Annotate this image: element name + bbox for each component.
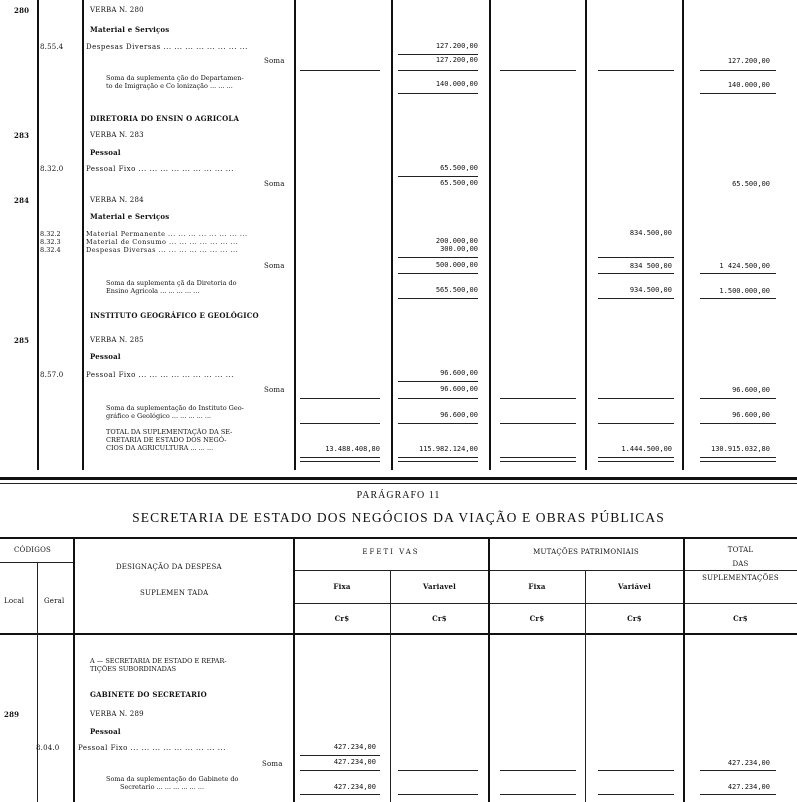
sum-rule <box>300 70 380 71</box>
item-code: 8.32.3 <box>40 238 61 246</box>
header-codigos: CÓDIGOS <box>14 546 51 554</box>
item-code: 8.32.2 <box>40 230 61 238</box>
total-value: 1 424.500,00 <box>719 262 770 270</box>
header-fixa: Fixa <box>333 582 351 591</box>
col-rule <box>73 537 75 802</box>
total-value: 65.500,00 <box>732 180 770 188</box>
sum-rule <box>598 423 674 424</box>
header-rule <box>293 603 797 604</box>
header-total: TOTAL <box>727 546 754 554</box>
verba-title: VERBA N. 289 <box>90 710 144 718</box>
verba-code: 289 <box>4 710 20 719</box>
header-variavel: Variável <box>618 582 651 591</box>
item-code: 8.57.0 <box>40 371 64 379</box>
item-code: 8.04.0 <box>36 744 60 752</box>
sum-rule <box>700 794 776 795</box>
total-value: 140.000,00 <box>727 81 770 89</box>
total-value: 427.234,00 <box>727 759 770 767</box>
sum-rule <box>398 398 478 399</box>
sum-rule <box>398 70 478 71</box>
sum-rule <box>398 93 478 94</box>
efet-fixa-value: 300.00,00 <box>440 245 478 253</box>
efet-var-total: 115.982.124,00 <box>418 445 478 453</box>
verba-subtitle: Material e Serviços <box>90 25 170 34</box>
total-value: 127.200,00 <box>727 57 770 65</box>
sum-rule <box>398 794 478 795</box>
efet-fixa-value: 427.234,00 <box>333 743 376 751</box>
sum-rule <box>700 423 776 424</box>
sup-label: gráfico e Geológico ... ... ... ... ... <box>106 412 212 420</box>
efet-fixa-value: 427.234,00 <box>333 783 376 791</box>
header-variavel: Variavel <box>423 582 456 591</box>
sup-label: to de Imigração e Co lonização ... ... ... <box>106 82 233 90</box>
verba-code: 283 <box>14 131 30 140</box>
total-value: 1.500.000,00 <box>719 287 770 295</box>
sum-rule <box>700 770 776 771</box>
col-rule <box>390 570 391 802</box>
efet-fixa-value: 127.200,00 <box>435 56 478 64</box>
grand-total: 130.915.032,80 <box>710 445 770 453</box>
sum-rule <box>300 755 380 756</box>
verba-subtitle: Pessoal <box>90 727 121 736</box>
sum-rule <box>700 93 776 94</box>
sum-rule <box>398 457 478 458</box>
sup-label: Soma da suplementação do Gabinete do <box>106 775 239 783</box>
header-currency: Cr$ <box>627 614 642 623</box>
item-label: Despesas Diversas ... ... ... ... ... ... ... ... <box>86 43 248 51</box>
header-mutacoes: MUTAÇÕES PATRIMONIAIS <box>533 548 639 556</box>
sum-rule <box>700 70 776 71</box>
sum-rule <box>500 423 576 424</box>
efet-fixa-value: 65.500,00 <box>440 164 478 172</box>
sum-rule <box>300 457 380 458</box>
header-currency: Cr$ <box>529 614 545 623</box>
sum-rule <box>500 461 576 462</box>
section-title: GABINETE DO SECRETARIO <box>90 690 207 699</box>
sum-rule <box>500 398 576 399</box>
header-total: SUPLEMENTAÇÕES <box>702 574 779 582</box>
efet-fixa-value: 127.200,00 <box>435 42 478 50</box>
item-code: 8.32.4 <box>40 246 61 254</box>
item-label: Material de Consumo ... ... ... ... ... ... ... <box>86 238 239 246</box>
sup-label: Secretario ... ... ... ... ... ... <box>120 783 205 791</box>
item-code: 8.55.4 <box>40 43 64 51</box>
item-label: Despesas Diversas ... ... ... ... ... ... ... ... <box>86 246 239 254</box>
header-designacao: SUPLEMEN TADA <box>140 589 209 597</box>
sum-rule <box>300 461 380 462</box>
sum-rule <box>700 457 776 458</box>
verba-title: VERBA N. 285 <box>90 336 144 344</box>
verba-code: 284 <box>14 196 30 205</box>
col-rule <box>682 0 684 470</box>
sum-rule <box>700 461 776 462</box>
sum-rule <box>598 70 674 71</box>
col-rule <box>293 537 295 802</box>
sum-rule <box>700 273 776 274</box>
efet-fixa-value: 565.500,00 <box>435 286 478 294</box>
paragraph-heading: PARÁGRAFO 11 <box>356 490 441 501</box>
sum-rule <box>398 298 478 299</box>
sum-rule <box>398 423 478 424</box>
sum-rule <box>598 794 674 795</box>
item-code: 8.32.0 <box>40 165 64 173</box>
sum-rule <box>598 457 674 458</box>
sum-rule <box>598 461 674 462</box>
sup-label: Soma da suplementação do Instituto Geo- <box>106 404 244 412</box>
efet-fixa-value: 140.000,00 <box>435 80 478 88</box>
sum-rule <box>398 273 478 274</box>
sum-rule <box>398 257 478 258</box>
section-divider <box>0 477 797 480</box>
page-title: SECRETARIA DE ESTADO DOS NEGÓCIOS DA VIAÇÃO E OBRAS PÚBLICAS <box>132 510 665 525</box>
sup-label: Soma da suplementa çã da Diretoria do <box>106 279 237 287</box>
header-local: Local <box>4 597 25 605</box>
total-value: 427.234,00 <box>727 783 770 791</box>
efet-fixa-value: 96.600,00 <box>440 411 478 419</box>
table-top-rule <box>0 537 797 539</box>
item-label: Pessoal Fixo ... ... ... ... ... ... ... ... ... <box>86 165 234 173</box>
header-currency: Cr$ <box>733 614 748 623</box>
total-value: 96.600,00 <box>732 411 770 419</box>
section-divider <box>0 483 797 484</box>
item-label: Material Permanente ... ... ... ... ... ... ... ... <box>86 230 248 238</box>
total-label: CIOS DA AGRICULTURA ... ... ... <box>106 444 214 452</box>
total-label: TOTAL DA SUPLEMENTAÇÃO DA SE- <box>106 428 233 436</box>
efet-fixa-value: 96.600,00 <box>440 369 478 377</box>
verba-subtitle: Pessoal <box>90 352 121 361</box>
col-rule <box>488 537 490 802</box>
verba-title: VERBA N. 283 <box>90 131 144 139</box>
col-rule <box>37 0 39 470</box>
section-title: DIRETORIA DO ENSIN O AGRICOLA <box>90 114 240 123</box>
mut-var-total: 1.444.500,00 <box>621 445 672 453</box>
header-bottom-rule <box>0 633 797 635</box>
header-currency: Cr$ <box>334 614 350 623</box>
header-geral: Geral <box>44 597 65 605</box>
verba-title: VERBA N. 284 <box>90 196 144 204</box>
header-currency: Cr$ <box>432 614 447 623</box>
sum-rule <box>700 298 776 299</box>
sum-rule <box>598 770 674 771</box>
sum-rule <box>300 794 380 795</box>
sum-rule <box>500 770 576 771</box>
col-rule <box>37 562 38 802</box>
total-value: 96.600,00 <box>732 386 770 394</box>
sum-rule <box>500 457 576 458</box>
sum-rule <box>598 257 674 258</box>
sum-rule <box>300 423 380 424</box>
header-total: DAS <box>732 560 749 568</box>
verba-title: VERBA N. 280 <box>90 6 144 14</box>
efet-fixa-value: 500.000,00 <box>435 261 478 269</box>
sum-rule <box>598 398 674 399</box>
section-title: INSTITUTO GEOGRÁFICO E GEOLÓGICO <box>90 311 259 320</box>
verba-subtitle: Pessoal <box>90 148 121 157</box>
soma-label: Soma <box>264 386 285 394</box>
header-designacao: DESIGNAÇÃO DA DESPESA <box>116 563 222 571</box>
col-rule <box>82 0 84 470</box>
sum-rule <box>398 461 478 462</box>
mut-var-value: 834.500,00 <box>629 229 672 237</box>
sum-rule <box>500 794 576 795</box>
soma-label: Soma <box>264 57 285 65</box>
verba-code: 285 <box>14 336 30 345</box>
verba-code: 280 <box>14 6 30 15</box>
item-label: Pessoal Fixo ... ... ... ... ... ... ... ... ... <box>78 744 226 752</box>
mut-var-value: 934.500,00 <box>629 286 672 294</box>
efet-fixa-value: 65.500,00 <box>440 179 478 187</box>
section-title: TIÇÕES SUBORDINADAS <box>90 665 177 673</box>
sum-rule <box>598 298 674 299</box>
sum-rule <box>598 273 674 274</box>
sup-label: Ensino Agricola ... ... ... ... ... <box>106 287 200 295</box>
soma-label: Soma <box>264 262 285 270</box>
efet-fixa-total: 13.488.408,80 <box>325 445 380 453</box>
soma-label: Soma <box>262 760 283 768</box>
sum-rule <box>300 398 380 399</box>
header-fixa: Fixa <box>528 582 546 591</box>
sum-rule <box>398 381 478 382</box>
sup-label: Soma da suplementa ção do Departamen- <box>106 74 244 82</box>
sum-rule <box>398 54 478 55</box>
sum-rule <box>500 70 576 71</box>
col-rule <box>294 0 296 470</box>
header-rule <box>293 570 797 571</box>
section-title: A — SECRETARIA DE ESTADO E REPAR- <box>90 657 227 665</box>
efet-fixa-value: 427.234,00 <box>333 758 376 766</box>
header-efetivas: EFETI VAS <box>362 548 420 556</box>
item-label: Pessoal Fixo ... ... ... ... ... ... ... ... ... <box>86 371 234 379</box>
sum-rule <box>700 398 776 399</box>
col-rule <box>391 0 393 470</box>
total-label: CRETARIA DE ESTADO DOS NEGÓ- <box>106 436 227 444</box>
sum-rule <box>300 770 380 771</box>
col-rule <box>585 570 586 802</box>
sum-rule <box>398 770 478 771</box>
sum-rule <box>398 176 478 177</box>
col-rule <box>489 0 491 470</box>
verba-subtitle: Material e Serviços <box>90 212 170 221</box>
col-rule <box>585 0 587 470</box>
soma-label: Soma <box>264 180 285 188</box>
mut-var-value: 834 500,00 <box>629 262 672 270</box>
efet-fixa-value: 200.000,00 <box>435 237 478 245</box>
efet-fixa-value: 96.600,00 <box>440 385 478 393</box>
